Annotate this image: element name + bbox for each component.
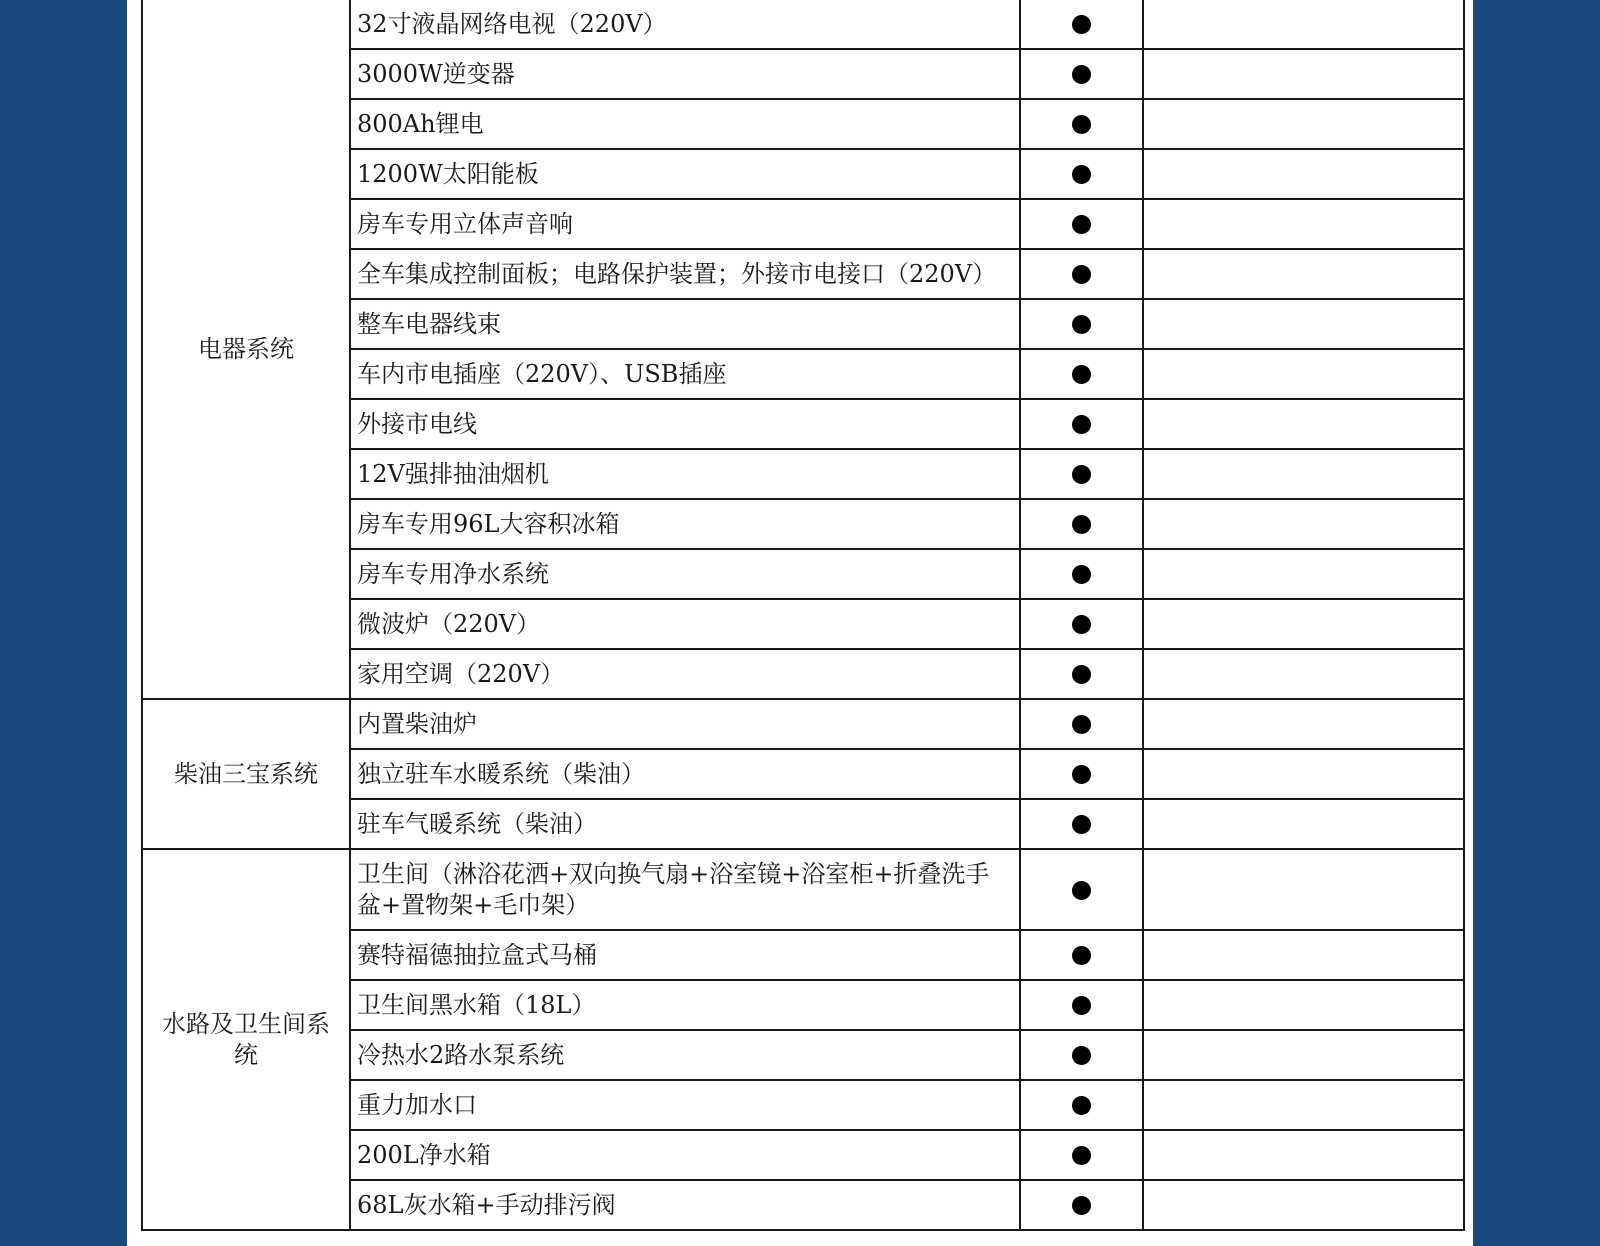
filled-dot-icon [1072,881,1091,900]
category-cell: 水路及卫生间系统 [142,849,350,1230]
filled-dot-icon [1072,815,1091,834]
filled-dot-icon [1072,465,1091,484]
filled-dot-icon [1072,1196,1091,1215]
empty-cell [1143,299,1464,349]
filled-dot-icon [1072,1146,1091,1165]
item-name-cell: 房车专用净水系统 [350,549,1020,599]
item-name-cell: 房车专用立体声音响 [350,199,1020,249]
table-row [142,849,1464,930]
filled-dot-icon [1072,415,1091,434]
standard-mark-cell [1020,980,1143,1030]
filled-dot-icon [1072,365,1091,384]
filled-dot-icon [1072,65,1091,84]
item-name-cell: 冷热水2路水泵系统 [350,1030,1020,1080]
standard-mark-cell [1020,399,1143,449]
item-name-cell: 全车集成控制面板；电路保护装置；外接市电接口（220V） [350,249,1020,299]
empty-cell [1143,199,1464,249]
item-name-cell: 68L灰水箱+手动排污阀 [350,1180,1020,1230]
filled-dot-icon [1072,15,1091,34]
empty-cell [1143,99,1464,149]
filled-dot-icon [1072,565,1091,584]
item-name-cell: 独立驻车水暖系统（柴油） [350,749,1020,799]
standard-mark-cell [1020,449,1143,499]
filled-dot-icon [1072,765,1091,784]
standard-mark-cell [1020,49,1143,99]
empty-cell [1143,149,1464,199]
filled-dot-icon [1072,165,1091,184]
standard-mark-cell [1020,349,1143,399]
empty-cell [1143,599,1464,649]
item-name-cell: 200L净水箱 [350,1130,1020,1180]
empty-cell [1143,1180,1464,1230]
standard-mark-cell [1020,849,1143,930]
category-cell: 柴油三宝系统 [142,699,350,849]
empty-cell [1143,749,1464,799]
item-name-cell: 3000W逆变器 [350,49,1020,99]
standard-mark-cell [1020,249,1143,299]
empty-cell [1143,849,1464,930]
standard-mark-cell [1020,149,1143,199]
standard-mark-cell [1020,649,1143,699]
filled-dot-icon [1072,946,1091,965]
empty-cell [1143,699,1464,749]
filled-dot-icon [1072,315,1091,334]
spec-sheet-page [127,0,1473,1246]
filled-dot-icon [1072,715,1091,734]
item-name-cell: 车内市电插座（220V）、USB插座 [350,349,1020,399]
empty-cell [1143,549,1464,599]
empty-cell [1143,649,1464,699]
empty-cell [1143,399,1464,449]
standard-mark-cell [1020,799,1143,849]
standard-mark-cell [1020,749,1143,799]
standard-mark-cell [1020,930,1143,980]
empty-cell [1143,349,1464,399]
empty-cell [1143,449,1464,499]
empty-cell [1143,930,1464,980]
standard-mark-cell [1020,699,1143,749]
standard-mark-cell [1020,1130,1143,1180]
standard-mark-cell [1020,0,1143,49]
standard-mark-cell [1020,499,1143,549]
item-name-cell: 外接市电线 [350,399,1020,449]
standard-mark-cell [1020,199,1143,249]
filled-dot-icon [1072,665,1091,684]
item-name-cell: 1200W太阳能板 [350,149,1020,199]
filled-dot-icon [1072,265,1091,284]
table-row [142,0,1464,49]
filled-dot-icon [1072,215,1091,234]
empty-cell [1143,49,1464,99]
empty-cell [1143,0,1464,49]
equipment-spec-table [141,0,1465,1231]
item-name-cell: 12V强排抽油烟机 [350,449,1020,499]
standard-mark-cell [1020,1030,1143,1080]
filled-dot-icon [1072,615,1091,634]
item-name-cell: 整车电器线束 [350,299,1020,349]
item-name-cell: 赛特福德抽拉盒式马桶 [350,930,1020,980]
empty-cell [1143,499,1464,549]
filled-dot-icon [1072,1046,1091,1065]
item-name-cell: 驻车气暖系统（柴油） [350,799,1020,849]
item-name-cell: 重力加水口 [350,1080,1020,1130]
standard-mark-cell [1020,1080,1143,1130]
standard-mark-cell [1020,99,1143,149]
empty-cell [1143,1130,1464,1180]
empty-cell [1143,249,1464,299]
item-name-cell: 卫生间黑水箱（18L） [350,980,1020,1030]
filled-dot-icon [1072,996,1091,1015]
standard-mark-cell [1020,599,1143,649]
filled-dot-icon [1072,515,1091,534]
standard-mark-cell [1020,299,1143,349]
item-name-cell: 32寸液晶网络电视（220V） [350,0,1020,49]
filled-dot-icon [1072,115,1091,134]
item-name-cell: 房车专用96L大容积冰箱 [350,499,1020,549]
empty-cell [1143,980,1464,1030]
item-name-cell: 卫生间（淋浴花洒+双向换气扇+浴室镜+浴室柜+折叠洗手盆+置物架+毛巾架） [350,849,1020,930]
item-name-cell: 内置柴油炉 [350,699,1020,749]
standard-mark-cell [1020,549,1143,599]
item-name-cell: 微波炉（220V） [350,599,1020,649]
category-cell: 电器系统 [142,0,350,699]
table-row [142,699,1464,749]
filled-dot-icon [1072,1096,1091,1115]
empty-cell [1143,1030,1464,1080]
empty-cell [1143,1080,1464,1130]
empty-cell [1143,799,1464,849]
item-name-cell: 800Ah锂电 [350,99,1020,149]
standard-mark-cell [1020,1180,1143,1230]
item-name-cell: 家用空调（220V） [350,649,1020,699]
